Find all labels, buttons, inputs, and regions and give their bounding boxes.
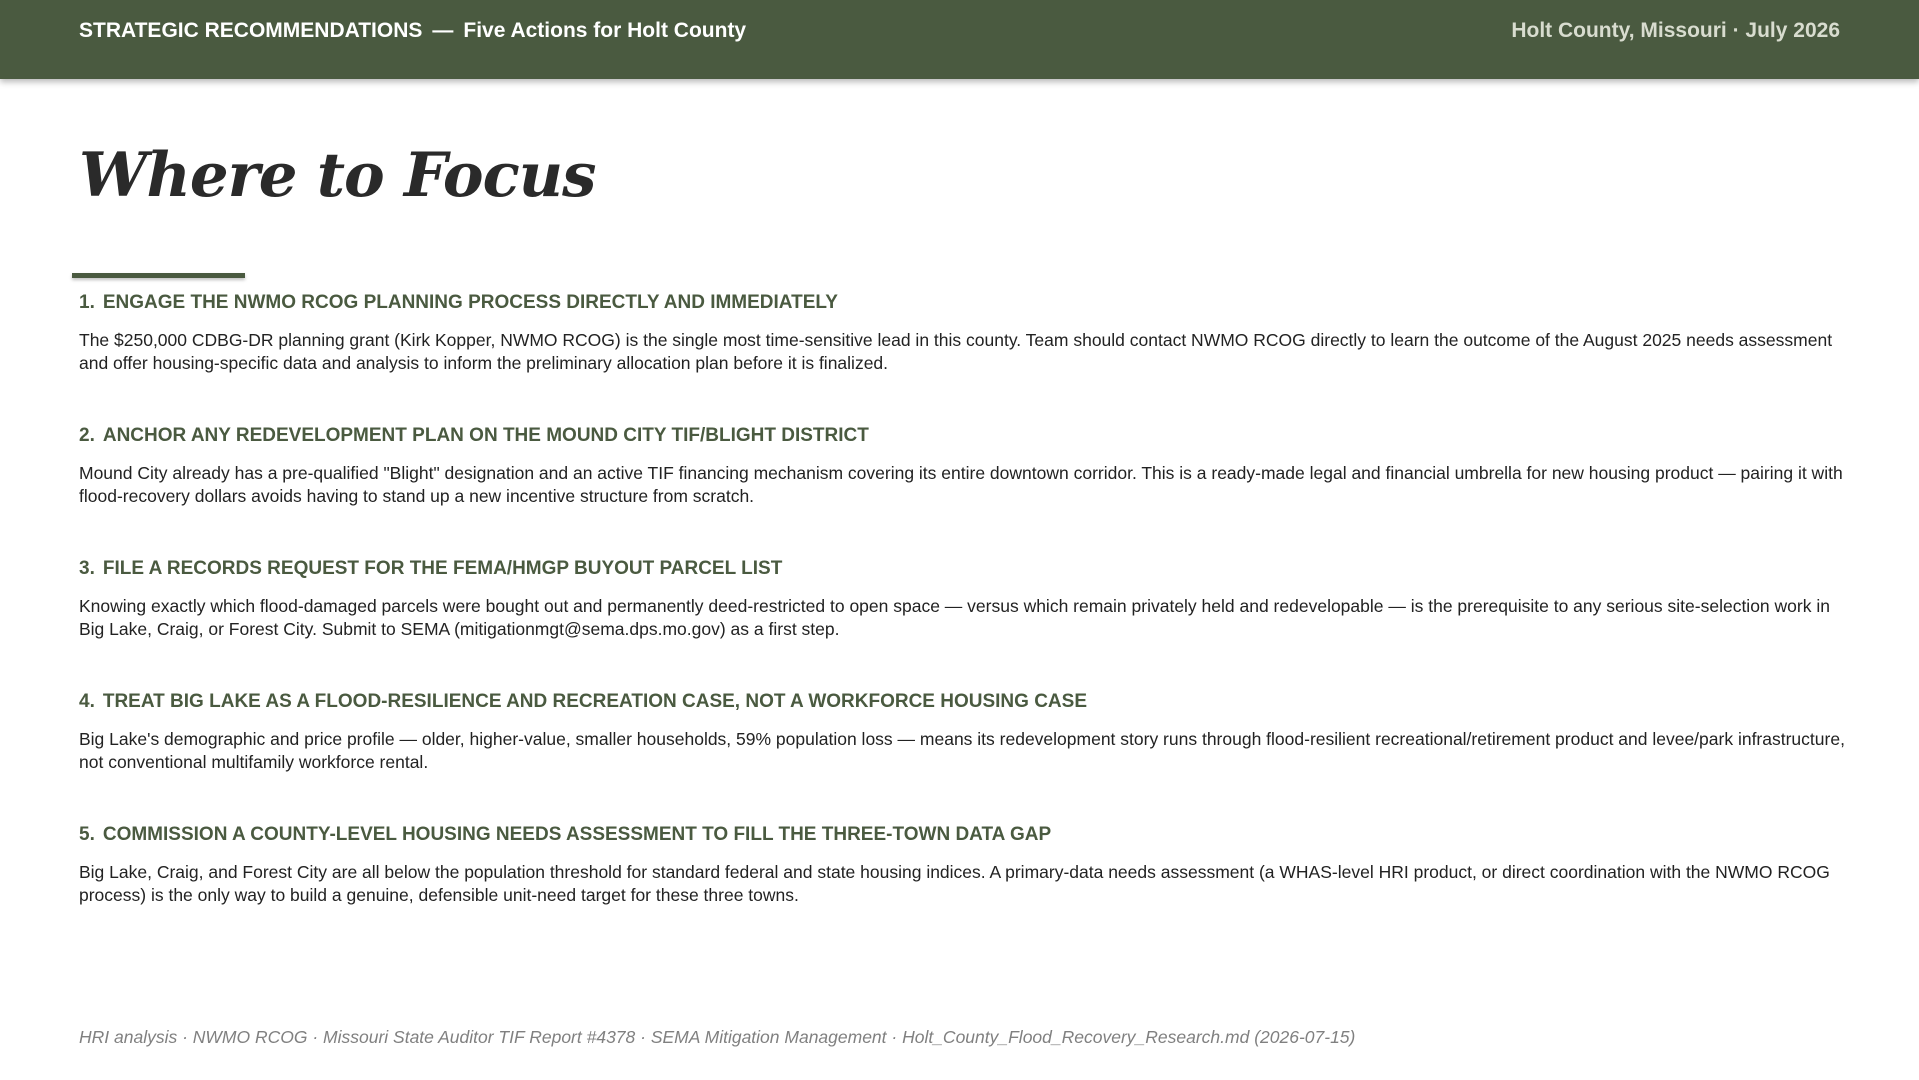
recommendation-body: Mound City already has a pre-qualified "Blight" designation and an active TIF financing mechanism covering its entire downtown corridor. This is a ready-made legal and financial umbrella for new housing product — pairing it with flood-recovery dollars avoids having to stand up a new incentive structure from scratch. — [79, 463, 1843, 506]
recommendation-heading — [79, 690, 1849, 714]
header-bar — [0, 0, 1919, 79]
recommendation-heading — [79, 291, 1849, 315]
recommendation-body: Knowing exactly which flood-damaged parcels were bought out and permanently deed-restricted to open space — versus which remain privately held and redevelopable — is the prerequisite to any serious site-selection work in Big Lake, Craig, or Forest City. Submit to SEMA (mitigationmgt@sema.dps.mo.gov) as a first step. — [79, 596, 1830, 639]
recommendation-title: ANCHOR ANY REDEVELOPMENT PLAN ON THE MOUND CITY TIF/BLIGHT DISTRICT — [102, 425, 869, 446]
recommendation-item — [79, 823, 1849, 956]
recommendation-body: Big Lake, Craig, and Forest City are all below the population threshold for standard federal and state housing indices. A primary-data needs assessment (a WHAS-level HRI product, or direct coordination with the NWMO RCOG process) is the only way to build a genuine, defensible unit-need target for these three towns. — [79, 862, 1830, 905]
recommendation-body: The $250,000 CDBG-DR planning grant (Kirk Kopper, NWMO RCOG) is the single most time-sensitive lead in this county. Team should contact NWMO RCOG directly to learn the outcome of the August 2025 needs assessment and offer housing-specific data and analysis to inform the preliminary allocation plan before it is finalized. — [79, 330, 1833, 373]
recommendation-title: COMMISSION A COUNTY-LEVEL HOUSING NEEDS ASSESSMENT TO FILL THE THREE-TOWN DATA GAP — [102, 824, 1052, 845]
recommendation-heading — [79, 557, 1849, 581]
recommendation-item — [79, 557, 1849, 690]
recommendation-number: 5. — [79, 824, 95, 845]
recommendation-body: Big Lake's demographic and price profile — older, higher-value, smaller households, 59% population loss — means its redevelopment story runs through flood-resilient recreational/retirement product and levee/park infrastructure, not conventional multifamily workforce rental. — [79, 729, 1845, 772]
recommendation-item — [79, 291, 1849, 424]
recommendation-title: TREAT BIG LAKE AS A FLOOD-RESILIENCE AND RECREATION CASE, NOT A WORKFORCE HOUSING CASE — [102, 691, 1087, 712]
recommendation-heading — [79, 823, 1849, 847]
recommendation-title: FILE A RECORDS REQUEST FOR THE FEMA/HMGP BUYOUT PARCEL LIST — [102, 558, 783, 579]
header-subtitle: Five Actions for Holt County — [463, 19, 747, 42]
title-underline — [72, 273, 245, 278]
recommendation-item — [79, 424, 1849, 557]
location-date: Holt County, Missouri · July 2026 — [1511, 19, 1840, 42]
recommendation-number: 1. — [79, 292, 95, 313]
header-separator: — — [432, 19, 454, 42]
recommendations-list — [79, 291, 1849, 956]
page-title: Where to Focus — [79, 140, 596, 211]
recommendation-title: ENGAGE THE NWMO RCOG PLANNING PROCESS DIRECTLY AND IMMEDIATELY — [102, 292, 838, 313]
sources-footer: HRI analysis · NWMO RCOG · Missouri State Auditor TIF Report #4378 · SEMA Mitigation Management · Holt_County_Flood_Recovery_Research.md (2026-07-15) — [79, 1027, 1356, 1047]
recommendation-number: 3. — [79, 558, 95, 579]
recommendation-number: 4. — [79, 691, 95, 712]
recommendation-number: 2. — [79, 425, 95, 446]
section-label: STRATEGIC RECOMMENDATIONS — [79, 19, 423, 42]
header-left — [79, 19, 746, 43]
recommendation-heading — [79, 424, 1849, 448]
recommendation-item — [79, 690, 1849, 823]
